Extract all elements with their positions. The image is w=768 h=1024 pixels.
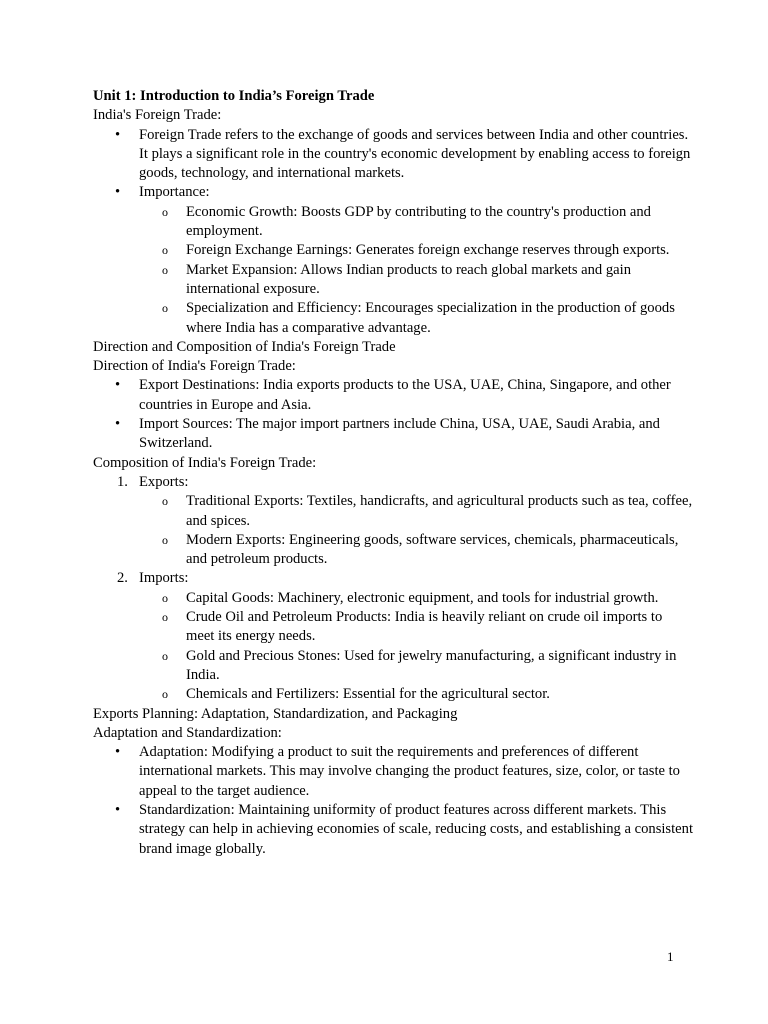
sub-bullet-marker: o <box>162 301 168 316</box>
list-item-text: Adaptation: Modifying a product to suit the requirements and preferences of different international markets. This may involve changing the product features, size, color, or taste to appeal to the target audience. <box>139 744 680 799</box>
bullet-marker: • <box>115 126 121 143</box>
section-heading-direction: Direction of India's Foreign Trade: <box>93 358 296 375</box>
list-item-text: Economic Growth: Boosts GDP by contributing to the country's production and employment. <box>186 203 651 240</box>
list-item-text: Capital Goods: Machinery, electronic equipment, and tools for industrial growth. <box>186 589 659 606</box>
list-item <box>93 801 693 859</box>
list-number: 2. <box>117 570 128 587</box>
list-item-text: Foreign Exchange Earnings: Generates foreign exchange reserves through exports. <box>186 242 670 259</box>
sub-list-item <box>93 203 693 242</box>
list-item-text: Modern Exports: Engineering goods, software services, chemicals, pharmaceuticals, and petroleum products. <box>186 531 679 568</box>
list-item-text: Crude Oil and Petroleum Products: India is heavily reliant on crude oil imports to meet its energy needs. <box>186 609 663 645</box>
page-number: 1 <box>667 949 674 964</box>
sub-list-item <box>93 589 693 608</box>
sub-list-item <box>93 531 693 570</box>
sub-list-item <box>93 647 693 686</box>
bullet-marker: • <box>115 801 121 818</box>
section-heading-composition: Composition of India's Foreign Trade: <box>93 454 317 471</box>
section-heading-direction-composition: Direction and Composition of India's Foreign Trade <box>93 338 396 355</box>
sub-bullet-marker: o <box>162 590 168 605</box>
sub-bullet-marker: o <box>162 243 168 258</box>
section-heading-adaptation: Adaptation and Standardization: <box>93 724 282 741</box>
sub-list-item <box>93 241 693 260</box>
list-item-text: Market Expansion: Allows Indian products to reach global markets and gain international exposure. <box>186 261 632 297</box>
sub-bullet-marker: o <box>162 610 168 625</box>
sub-list-item <box>93 299 693 338</box>
list-item <box>93 126 693 184</box>
list-item-text: Importance: <box>139 184 210 201</box>
bullet-marker: • <box>115 184 121 201</box>
sub-list-item <box>93 685 693 704</box>
sub-bullet-marker: o <box>162 494 168 509</box>
list-item-text: Export Destinations: India exports products to the USA, UAE, China, Singapore, and other countries in Europe and Asia. <box>139 377 671 413</box>
list-item <box>93 183 693 202</box>
document-page <box>93 87 693 859</box>
list-item-text: Gold and Precious Stones: Used for jewelry manufacturing, a significant industry in India. <box>186 647 677 683</box>
sub-list-item <box>93 261 693 300</box>
list-item-text: Specialization and Efficiency: Encourages specialization in the production of goods where India has a comparative advantage. <box>186 300 675 336</box>
list-number: 1. <box>117 473 128 490</box>
numbered-item-imports <box>93 569 693 588</box>
list-item-text: Standardization: Maintaining uniformity of product features across different markets. This strategy can help in achieving economies of scale, reducing costs, and establishing a consistent brand image globally. <box>139 801 693 857</box>
page-title: Unit 1: Introduction to India’s Foreign Trade <box>93 88 375 104</box>
sub-list-item <box>93 608 693 647</box>
sub-list-item <box>93 492 693 531</box>
list-item <box>93 376 693 415</box>
list-item-text: Import Sources: The major import partners include China, USA, UAE, Saudi Arabia, and Switzerland. <box>139 416 660 452</box>
numbered-item-exports <box>93 473 693 492</box>
list-item-text: Foreign Trade refers to the exchange of goods and services between India and other countries. It plays a significant role in the country's economic development by enabling access to foreign goods, technology, and international markets. <box>139 126 691 182</box>
list-item-text: Imports: <box>139 570 189 587</box>
section-heading-foreign-trade: India's Foreign Trade: <box>93 107 222 124</box>
sub-bullet-marker: o <box>162 204 168 219</box>
list-item-text: Traditional Exports: Textiles, handicrafts, and agricultural products such as tea, coffee, and spices. <box>186 493 693 529</box>
bullet-marker: • <box>115 416 121 433</box>
sub-bullet-marker: o <box>162 532 168 547</box>
sub-bullet-marker: o <box>162 648 168 663</box>
section-heading-exports-planning: Exports Planning: Adaptation, Standardization, and Packaging <box>93 705 458 722</box>
list-item-text: Exports: <box>139 473 189 490</box>
bullet-marker: • <box>115 377 121 394</box>
bullet-marker: • <box>115 744 121 761</box>
list-item <box>93 743 693 801</box>
sub-bullet-marker: o <box>162 687 168 702</box>
list-item <box>93 415 693 454</box>
list-item-text: Chemicals and Fertilizers: Essential for the agricultural sector. <box>186 686 550 703</box>
sub-bullet-marker: o <box>162 262 168 277</box>
